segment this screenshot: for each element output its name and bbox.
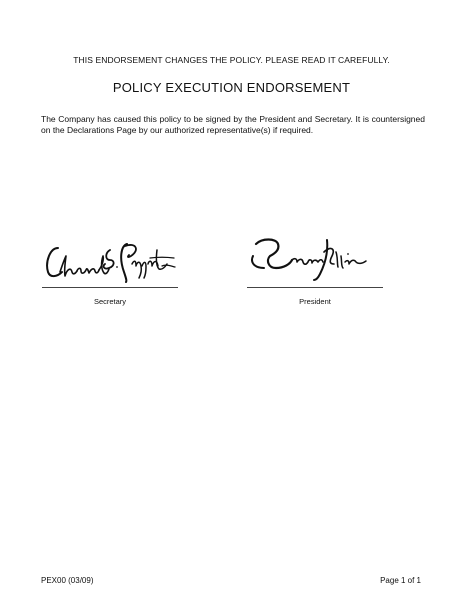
president-label: President — [299, 297, 331, 306]
policy-change-notice: THIS ENDORSEMENT CHANGES THE POLICY. PLEASE READ IT CAREFULLY. — [73, 55, 390, 65]
secretary-signature-line — [42, 287, 178, 288]
form-code: PEX00 (03/09) — [41, 576, 94, 585]
secretary-signature — [44, 236, 176, 282]
page-title: POLICY EXECUTION ENDORSEMENT — [112, 80, 351, 95]
endorsement-body-text: The Company has caused this policy to be signed by the President and Secretary. It is countersigned on the Declarations Page by our authorized representative(s) if required. — [41, 114, 425, 135]
president-signature-line — [247, 287, 383, 288]
president-signature — [248, 234, 372, 282]
page-number: Page 1 of 1 — [380, 576, 421, 585]
secretary-label: Secretary — [93, 297, 127, 306]
